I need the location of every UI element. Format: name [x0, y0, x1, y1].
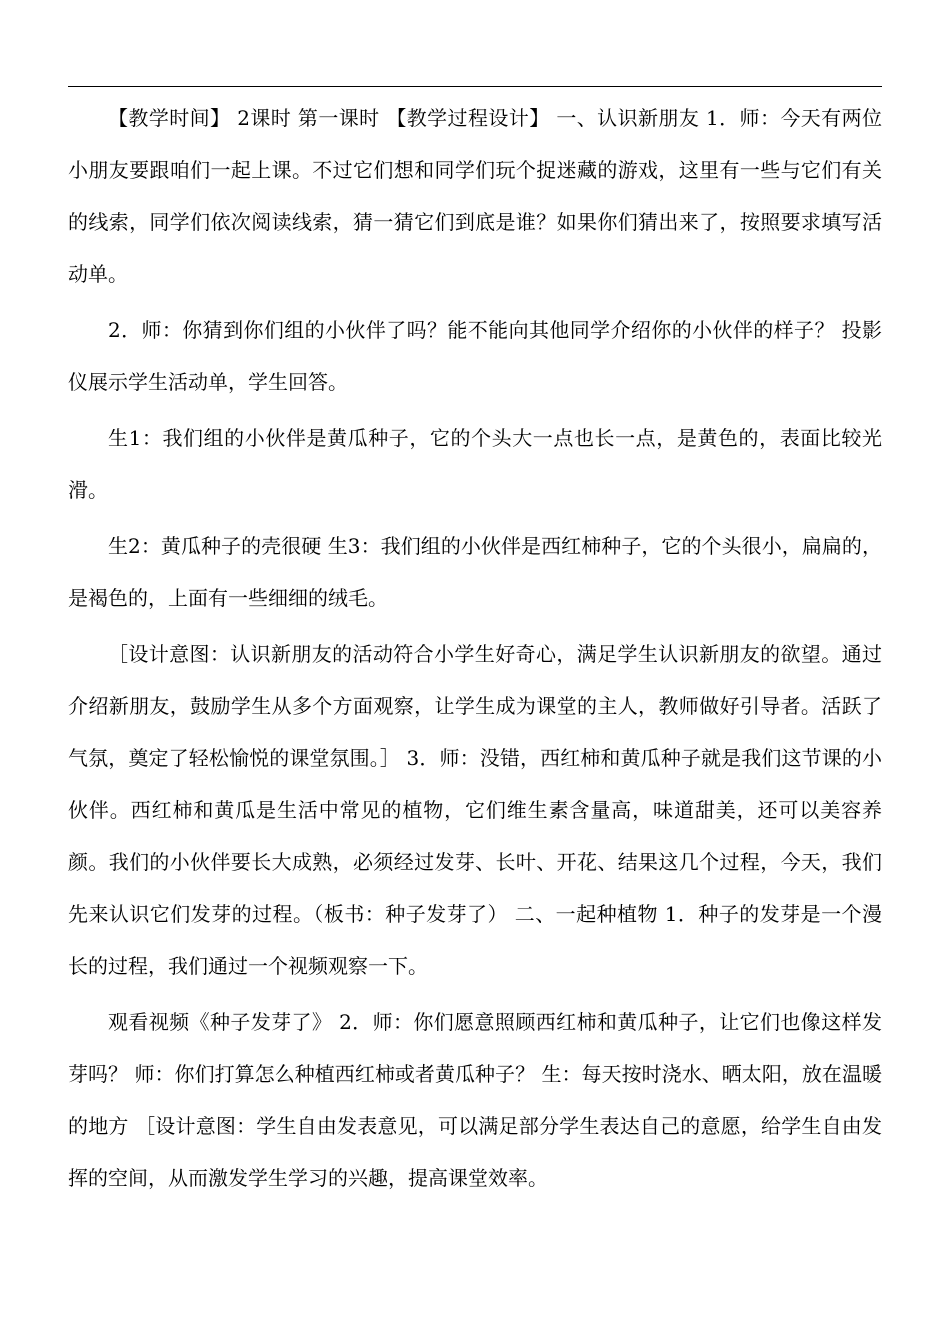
paragraph-student-2-3: 生2：黄瓜种子的壳很硬 生3：我们组的小伙伴是西红柿种子，它的个头很小，扁扁的，是褐色的，上面有一些细细的绒毛。 [68, 534, 882, 610]
document-body [68, 92, 882, 1208]
paragraph-design-intent-1: ［设计意图：认识新朋友的活动符合小学生好奇心，满足学生认识新朋友的欲望。通过介绍新朋友，鼓励学生从多个方面观察，让学生成为课堂的主人，教师做好引导者。活跃了气氛，奠定了轻松愉悦的课堂氛围。］ 3．师：没错，西红柿和黄瓜种子就是我们这节课的小伙伴。西红柿和黄瓜是生活中常见的植物，它们维生素含量高，味道甜美，还可以美容养颜。我们的小伙伴要长大成熟，必须经过发芽、长叶、开花、结果这几个过程，今天，我们先来认识它们发芽的过程。（板书：种子发芽了） 二、一起种植物 1．种子的发芽是一个漫长的过程，我们通过一个视频观察一下。 [68, 642, 882, 978]
paragraph-student-1: 生1：我们组的小伙伴是黄瓜种子，它的个头大一点也长一点，是黄色的，表面比较光滑。 [68, 426, 882, 502]
header-rule [68, 86, 882, 87]
paragraph-teacher-question: 2．师：你猜到你们组的小伙伴了吗？能不能向其他同学介绍你的小伙伴的样子？ 投影仪展示学生活动单，学生回答。 [68, 318, 882, 394]
paragraph-teaching-time: 【教学时间】 2课时 第一课时 【教学过程设计】 一、认识新朋友 1．师：今天有两位小朋友要跟咱们一起上课。不过它们想和同学们玩个捉迷藏的游戏，这里有一些与它们有关的线索，同学们依次阅读线索，猜一猜它们到底是谁？如果你们猜出来了，按照要求填写活动单。 [68, 106, 882, 286]
paragraph-watch-video: 观看视频《种子发芽了》 2．师：你们愿意照顾西红柿和黄瓜种子，让它们也像这样发芽吗？ 师：你们打算怎么种植西红柿或者黄瓜种子？ 生：每天按时浇水、晒太阳，放在温暖的地方 ［设计意图：学生自由发表意见，可以满足部分学生表达自己的意愿，给学生自由发挥的空间，从而激发学生学习的兴趣，提高课堂效率。 [68, 1010, 882, 1190]
